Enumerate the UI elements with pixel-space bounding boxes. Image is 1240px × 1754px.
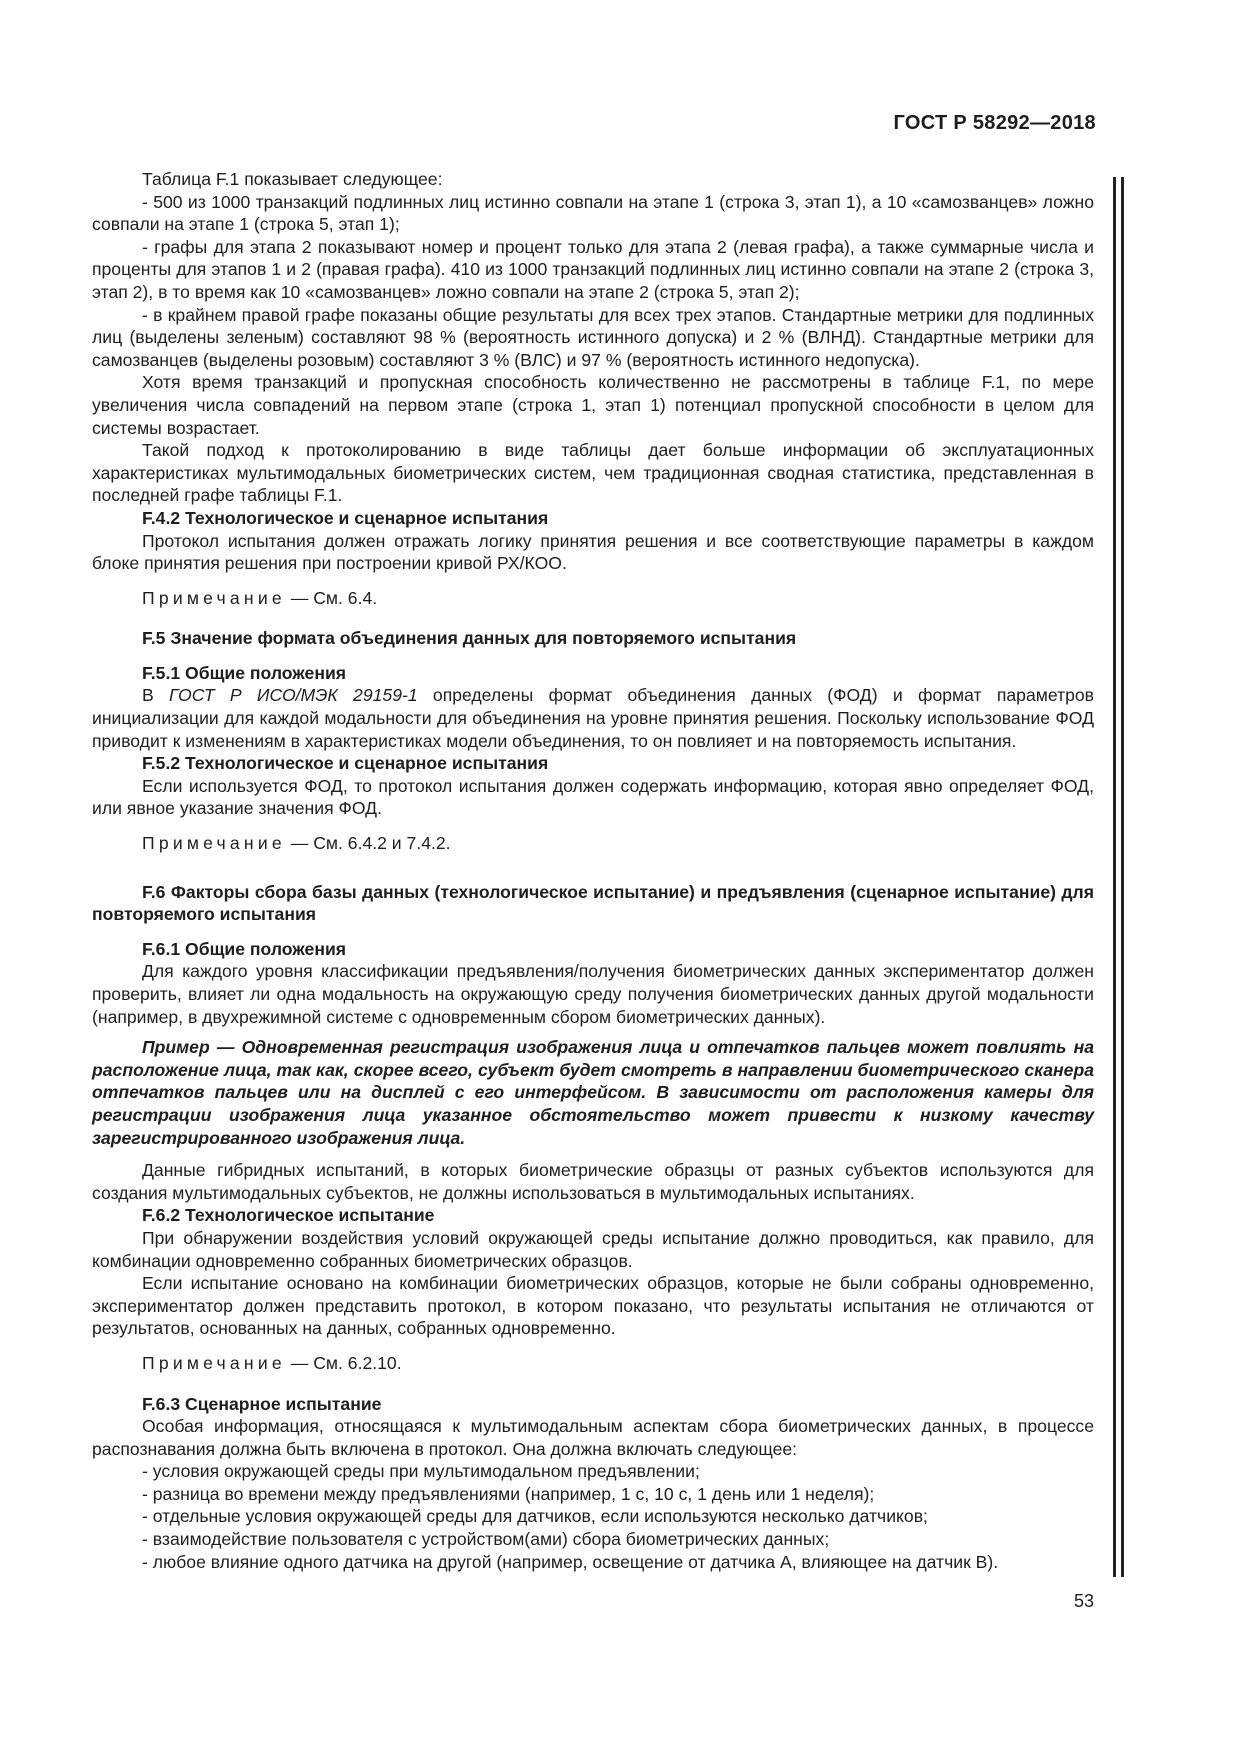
paragraph: Такой подход к протоколированию в виде таблицы дает больше информации об эксплуатационных характеристиках мультимодальных биометрических систем, чем традиционная сводная статистика, представленная в последней графе таблицы F.1. [92,440,1094,506]
change-bar-line-right [1121,177,1124,1577]
page-number: 53 [1073,1591,1094,1611]
paragraph: Таблица F.1 показывает следующее: [142,169,443,189]
list-item: - 500 из 1000 транзакций подлинных лиц истинно совпали на этапе 1 (строка 3, этап 1), а 10 «самозванцев» ложно совпали на этапе 1 (строка 5, этап 1); [92,191,1094,235]
note-label: Примечание [142,587,286,608]
section-heading-f42: F.4.2 Технологическое и сценарное испытания [142,507,549,528]
paragraph: Если испытание основано на комбинации биометрических образцов, которые не были собраны одновременно, экспериментатор должен представить протокол, в котором показано, что результаты испытания не отличаются от результатов, основанных на данных, собранных одновременно. [92,1273,1094,1339]
change-bar [1113,177,1125,1577]
list-item: - условия окружающей среды при мультимодальном предъявлении; [142,1461,700,1482]
paragraph: Протокол испытания должен отражать логику принятия решения и все соответствующие параметры в каждом блоке принятия решения при построении кривой РХ/КОО. [92,530,1094,574]
section-heading-f51: F.5.1 Общие положения [142,662,347,683]
note-text: — См. 6.2.10. [285,1352,402,1373]
standard-reference: ГОСТ Р ИСО/МЭК 29159-1 [169,685,418,706]
list-item: - разница во времени между предъявлениями (например, 1 с, 10 с, 1 день или 1 неделя); [142,1483,875,1504]
list-item: - отдельные условия окружающей среды для датчиков, если используются несколько датчиков; [142,1506,928,1527]
list-item: - в крайнем правой графе показаны общие результаты для всех трех этапов. Стандартные метрики для подлинных лиц (выделены зеленым) составляют 98 % (вероятность истинного допуска) и 2 % (ВЛНД). Стандартные метрики для самозванцев (выделены розовым) составляют 3 % (ВЛС) и 97 % (вероятность истинного недопуска). [92,304,1094,370]
list-item: - графы для этапа 2 показывают номер и процент только для этапа 2 (левая графа), а также суммарные числа и проценты для этапов 1 и 2 (правая графа). 410 из 1000 транзакций подлинных лиц истинно совпали на этапе 2 (строка 3, этап 2), в то время как 10 «самозванцев» ложно совпали на этапе 2 (строка 5, этап 2); [92,236,1094,302]
section-heading-f62: F.6.2 Технологическое испытание [142,1205,435,1226]
note [92,1352,1094,1375]
paragraph: Хотя время транзакций и пропускная способность количественно не рассмотрены в таблице F.1, по мере увеличения числа совпадений на первом этапе (строка 1, этап 1) потенциал пропускной способности в целом для системы возрастает. [92,372,1094,438]
section-heading-f5: F.5 Значение формата объединения данных для повторяемого испытания [142,628,797,649]
note-text: — См. 6.4.2 и 7.4.2. [285,833,451,854]
paragraph: Данные гибридных испытаний, в которых биометрические образцы от разных субъектов используются для создания мультимодальных субъектов, не должны использоваться в мультимодальных испытаниях. [92,1160,1094,1203]
note [92,587,1094,610]
note [92,832,1094,855]
section-heading-f52: F.5.2 Технологическое и сценарное испытания [142,753,549,774]
example: Пример — Одновременная регистрация изображения лица и отпечатков пальцев может повлиять на расположение лица, так как, скорее всего, субъект будет смотреть в направлении биометрического сканера отпечатков пальцев или на дисплей с его интерфейсом. В зависимости от расположения камеры для регистрации изображения лица указанное обстоятельство может привести к низкому качеству зарегистрированного изображения лица. [92,1037,1094,1148]
list-item: - взаимодействие пользователя с устройством(ами) сбора биометрических данных; [142,1529,830,1550]
paragraph [92,684,1094,752]
section-heading-f61: F.6.1 Общие положения [142,938,347,959]
note-label: Примечание [142,1352,286,1373]
section-heading-f63: F.6.3 Сценарное испытание [142,1393,382,1414]
text-run: В [142,685,170,706]
section-heading-f6: F.6 Факторы сбора базы данных (технологическое испытание) и предъявления (сценарное испытание) для повторяемого испытания [92,881,1094,925]
text-run: определены формат объединения данных (ФОД) и формат параметров инициализации для каждой модальности для объединения на уровне принятия решения. Поскольку использование ФОД приводит к изменениям в характеристиках модели объединения, то он повлияет и на повторяемость испытания. [92,685,1095,751]
paragraph: Особая информация, относящаяся к мультимодальным аспектам сбора биометрических данных, в процессе распознавания должна быть включена в протокол. Она должна включать следующее: [92,1416,1094,1459]
document-standard-id: ГОСТ Р 58292—2018 [893,112,1096,134]
list-item: - любое влияние одного датчика на другой (например, освещение от датчика А, влияющее на датчик В). [142,1551,999,1572]
paragraph: Для каждого уровня классификации предъявления/получения биометрических данных экспериментатор должен проверить, влияет ли одна модальность на окружающую среду получения биометрических данных другой модальности (например, в двухрежимной системе с одновременным сбором биометрических данных). [92,961,1094,1027]
change-bar-line-left [1113,177,1116,1577]
paragraph: При обнаружении воздействия условий окружающей среды испытание должно проводиться, как правило, для комбинации одновременно собранных биометрических образцов. [92,1227,1094,1271]
document-body [92,168,1094,1573]
note-label: Примечание [142,833,286,854]
note-text: — См. 6.4. [285,587,378,608]
paragraph: Если используется ФОД, то протокол испытания должен содержать информацию, которая явно определяет ФОД, или явное указание значения ФОД. [92,775,1094,819]
